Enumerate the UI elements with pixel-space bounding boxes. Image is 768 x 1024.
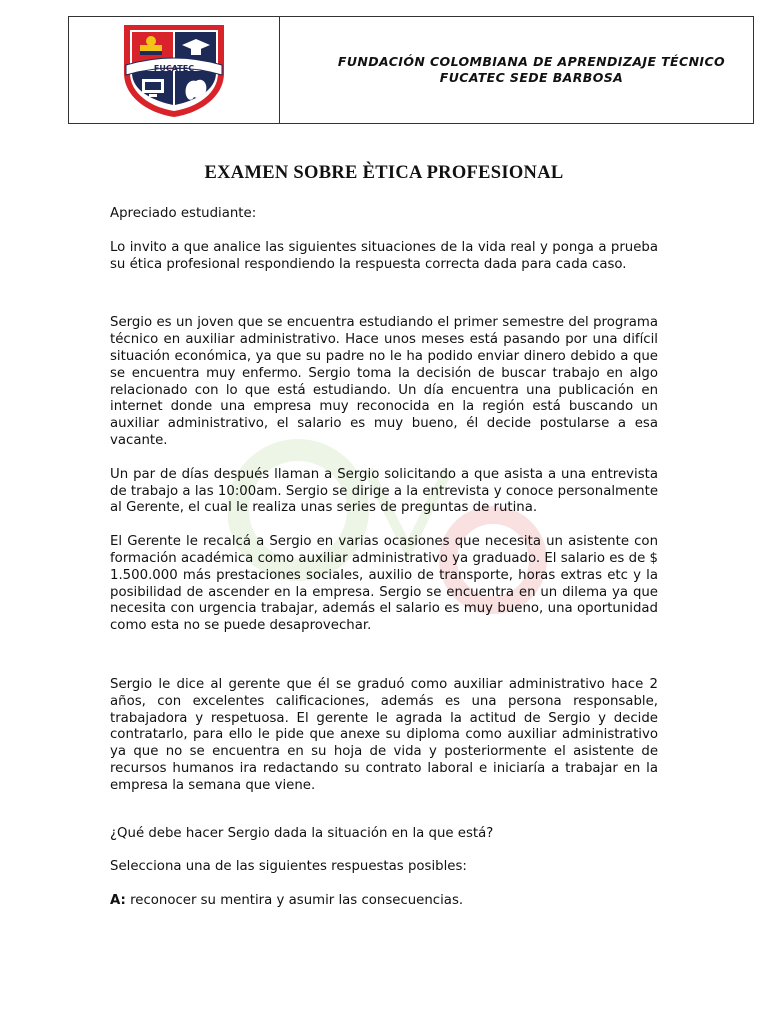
exam-title: EXAMEN SOBRE ÈTICA PROFESIONAL xyxy=(204,163,564,183)
answer-letter: A: xyxy=(110,893,126,909)
question: ¿Qué debe hacer Sergio dada la situación en la que está? xyxy=(110,825,494,841)
greeting: Apreciado estudiante: xyxy=(110,206,257,221)
exam-body xyxy=(110,206,658,910)
logo-cell xyxy=(69,17,280,123)
case-paragraph-2: Un par de días después llaman a Sergio solicitando a que asista a una entrevista de trabajo a las 10:00am. Sergio se dirige a la entrevista y conoce personalmente al Gerente, el cual le realiza unas series de preguntas de rutina. xyxy=(110,466,658,516)
case-paragraph-1: Sergio es un joven que se encuentra estudiando el primer semestre del programa técnico en auxiliar administrativo. Hace unos meses está pasando por una difícil situación económica, ya que su padre no le ha podido enviar dinero debido a que se encuentra muy enfermo. Sergio toma la decisión de buscar trabajo en algo relacionado con lo que está estudiando. Un día encuentra una publicación en internet donde una empresa muy reconocida en la región está buscando un auxiliar administrativo, el salario es muy bueno, él decide postularse a esa vacante. xyxy=(110,315,658,448)
institution-name: FUNDACIÓN COLOMBIANA DE APRENDIZAJE TÉCNICO xyxy=(337,54,726,69)
fucatec-logo xyxy=(118,21,230,119)
instruction: Selecciona una de las siguientes respuestas posibles: xyxy=(110,859,467,875)
institution-campus: FUCATEC SEDE BARBOSA xyxy=(439,70,624,85)
case-paragraph-4: Sergio le dice al gerente que él se graduó como auxiliar administrativo hace 2 años, con excelentes calificaciones, además es una persona responsable, trabajadora y respetuosa. El gerente le agrada la actitud de Sergio y decide contratarlo, para ello le pide que anexe su diploma como auxiliar administrativo ya que no se encuentra en su hoja de vida y posteriormente el asistente de recursos humanos ira redactando su contrato laboral e iniciaría a trabajar en la empresa la semana que viene. xyxy=(110,676,658,793)
answer-a xyxy=(110,893,658,910)
institution-cell xyxy=(280,17,753,123)
answer-text: reconocer su mentira y asumir las consecuencias. xyxy=(125,893,464,909)
header-table xyxy=(68,16,754,124)
intro-paragraph: Lo invito a que analice las siguientes situaciones de la vida real y ponga a prueba su ética profesional respondiendo la respuesta correcta dada para cada caso. xyxy=(110,239,658,272)
case-paragraph-3: El Gerente le recalcá a Sergio en varias ocasiones que necesita un asistente con formación académica como auxiliar administrativo ya graduado. El salario es de $ 1.500.000 más prestaciones sociales, auxilio de transporte, horas extras etc y la posibilidad de ascender en la empresa. Sergio se encuentra en un dilema ya que necesita con urgencia trabajar, además el salario es muy bueno, una oportunidad como esta no se puede desaprovechar. xyxy=(110,534,658,634)
logo-banner-text: FUCATEC xyxy=(153,64,195,73)
